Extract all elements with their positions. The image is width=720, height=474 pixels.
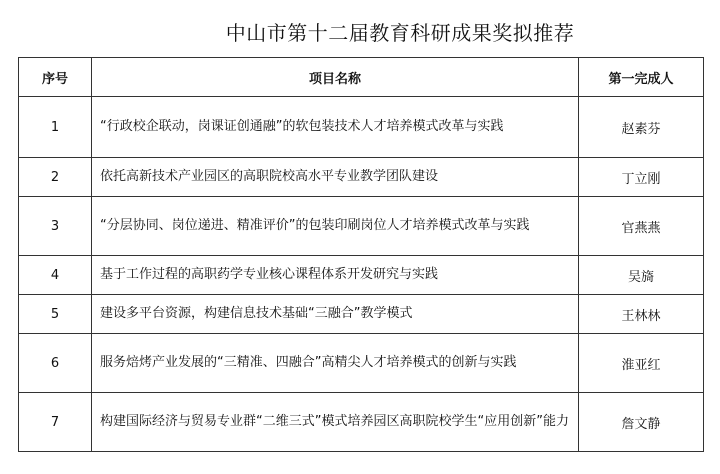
table-row (19, 197, 704, 256)
first-author: 官燕燕 (579, 197, 704, 256)
row-number: 4 (19, 256, 92, 295)
project-name: 服务焙烤产业发展的“三精准、四融合”高精尖人才培养模式的创新与实践 (92, 334, 579, 393)
first-author: 詹文静 (579, 393, 704, 452)
first-author: 赵素芬 (579, 97, 704, 158)
table-row (19, 393, 704, 452)
project-name: 基于工作过程的高职药学专业核心课程体系开发研究与实践 (92, 256, 579, 295)
row-number: 3 (19, 197, 92, 256)
first-author: 吴旖 (579, 256, 704, 295)
table-row (19, 97, 704, 158)
first-author: 丁立刚 (579, 158, 704, 197)
row-number: 6 (19, 334, 92, 393)
project-name: 建设多平台资源，构建信息技术基础“三融合”教学模式 (92, 295, 579, 334)
project-name: “分层协同、岗位递进、精准评价”的包装印刷岗位人才培养模式改革与实践 (92, 197, 579, 256)
project-name: 构建国际经济与贸易专业群“二维三式”模式培养园区高职院校学生“应用创新”能力 (92, 393, 579, 452)
row-number: 2 (19, 158, 92, 197)
document-title (0, 18, 720, 48)
table-row (19, 295, 704, 334)
header-first-author: 第一完成人 (579, 58, 704, 97)
first-author: 王林林 (579, 295, 704, 334)
table-row (19, 334, 704, 393)
table-row (19, 256, 704, 295)
recommendation-table (18, 57, 704, 452)
header-no: 序号 (19, 58, 92, 97)
project-name: “行政校企联动，岗课证创通融”的软包装技术人才培养模式改革与实践 (92, 97, 579, 158)
first-author: 淮亚红 (579, 334, 704, 393)
document-title-text: 中山市第十二届教育科研成果奖拟推荐 (225, 21, 575, 45)
header-project-name: 项目名称 (92, 58, 579, 97)
project-name: 依托高新技术产业园区的高职院校高水平专业教学团队建设 (92, 158, 579, 197)
table-row (19, 158, 704, 197)
table-header-row (19, 58, 704, 97)
row-number: 7 (19, 393, 92, 452)
row-number: 1 (19, 97, 92, 158)
row-number: 5 (19, 295, 92, 334)
